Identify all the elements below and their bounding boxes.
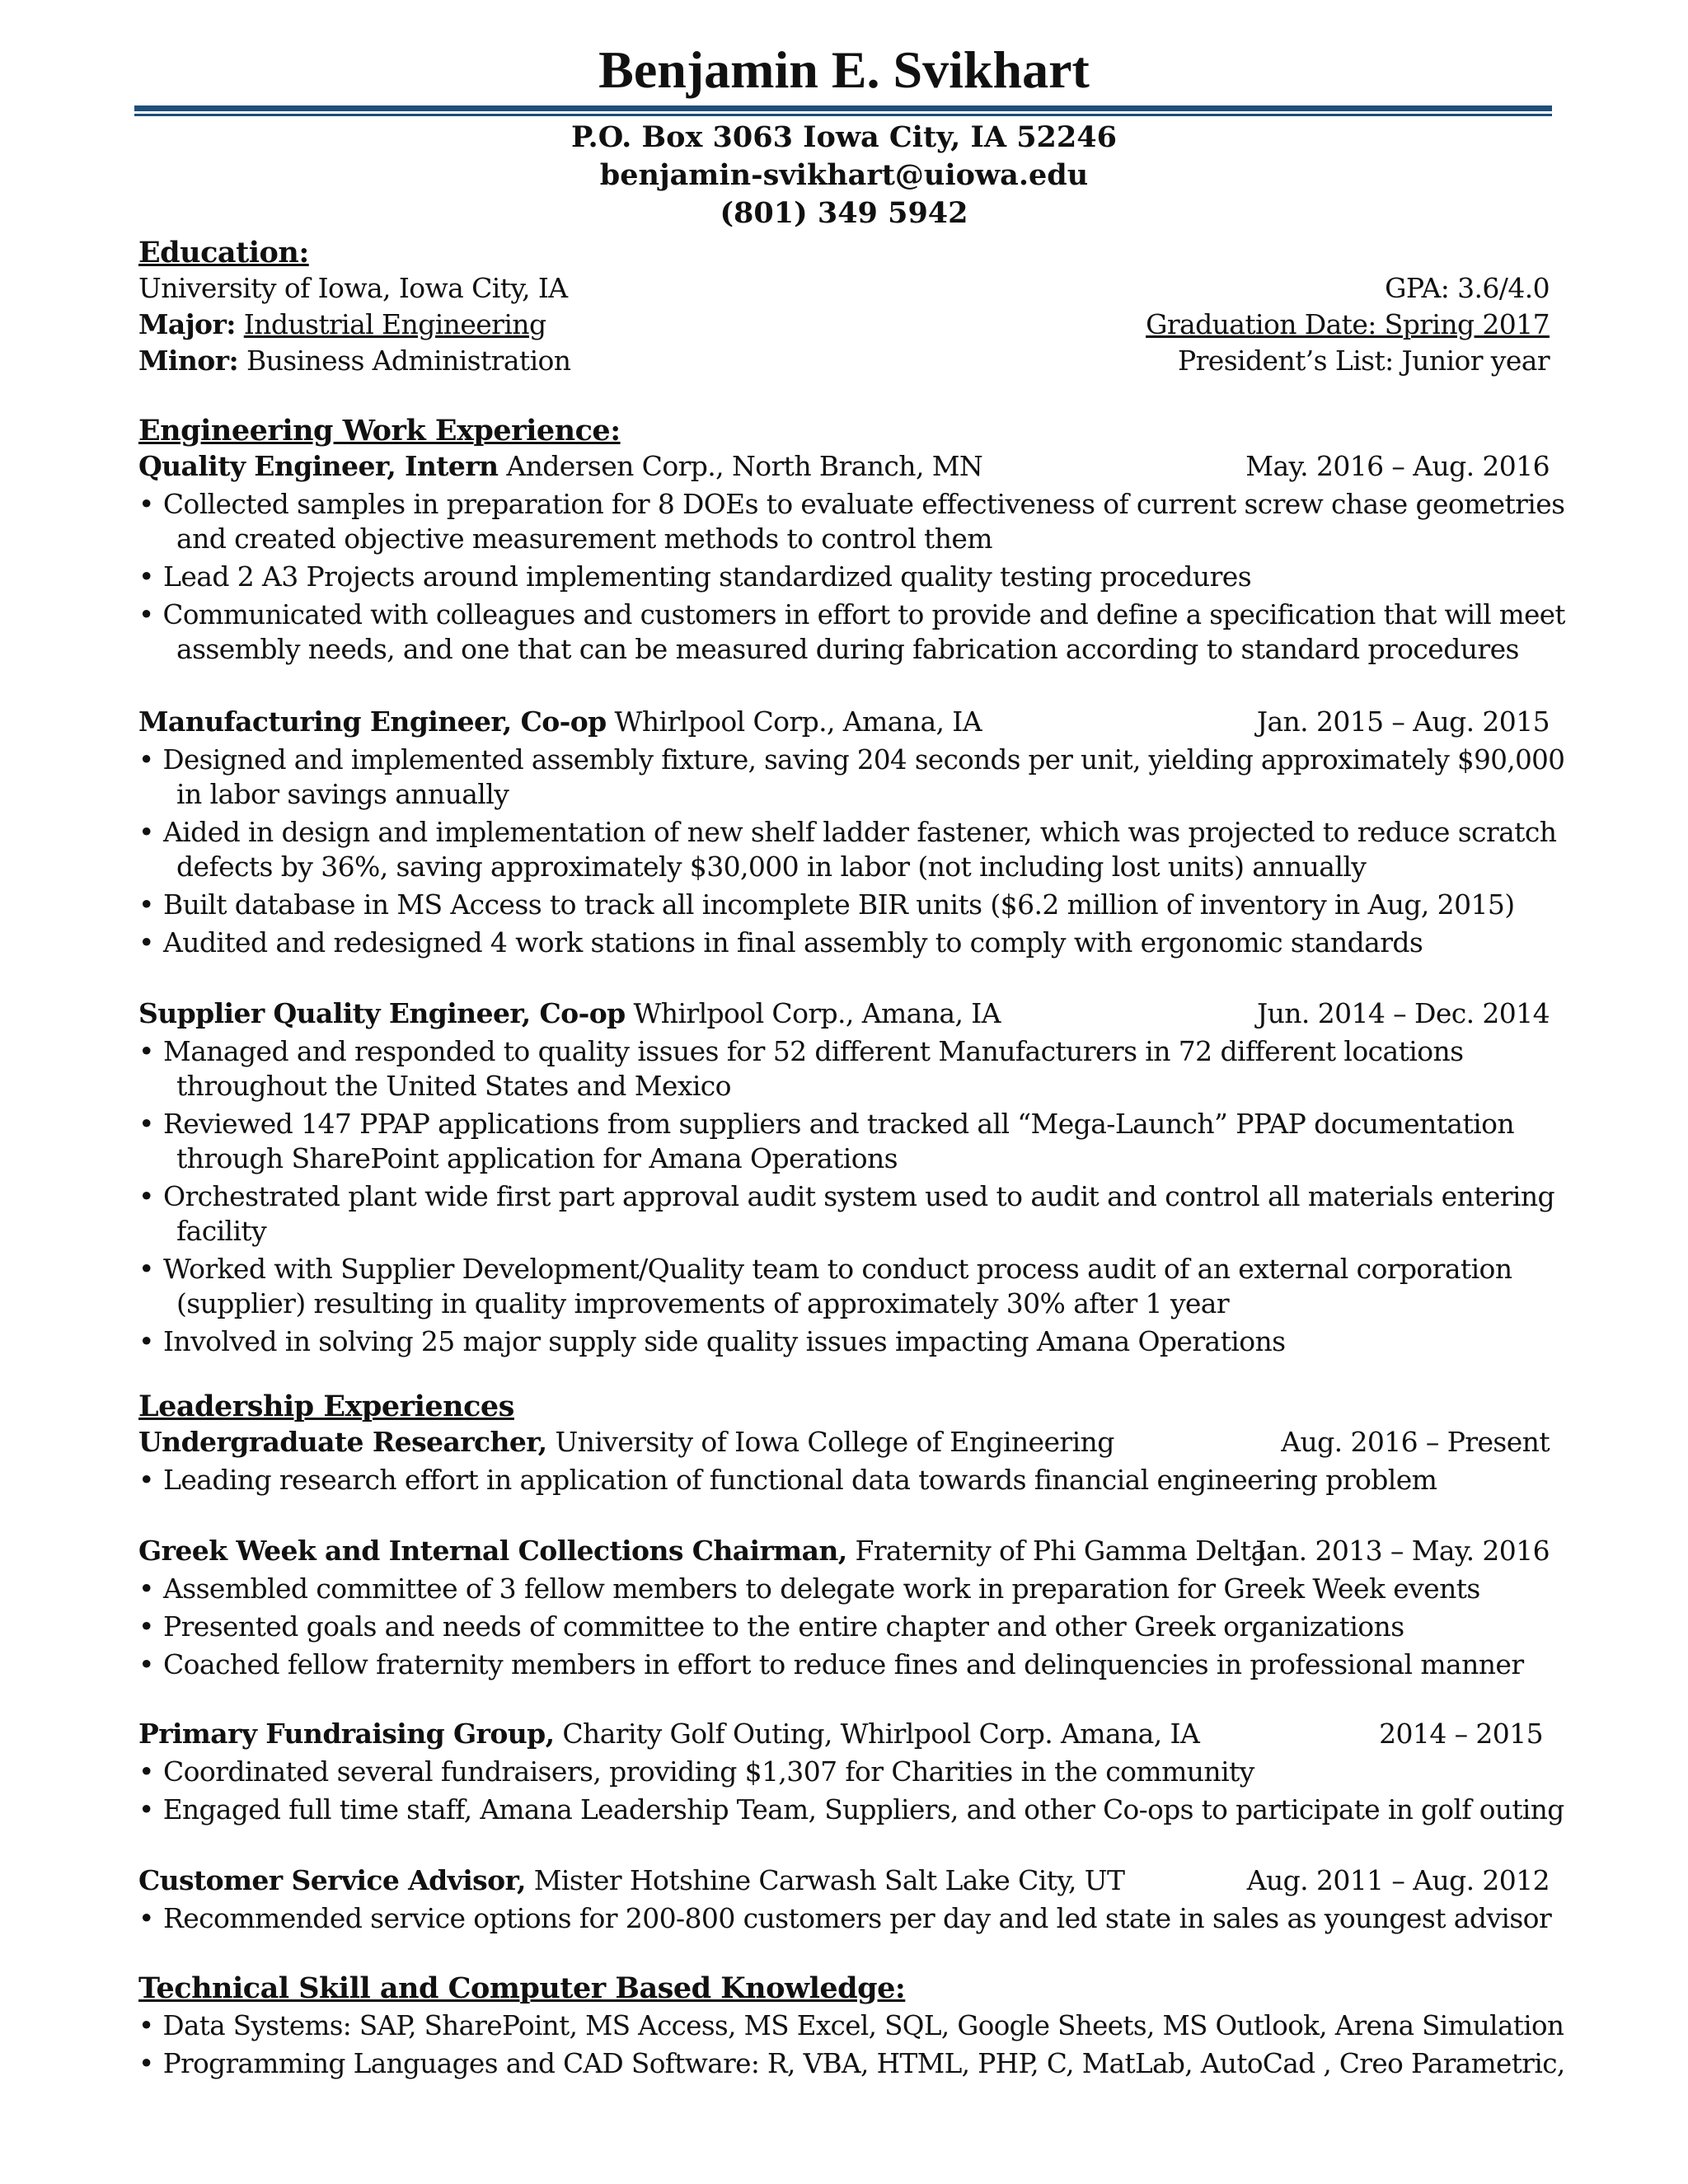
bullet-item: • Coached fellow fraternity members in effort to reduce fines and delinquencies in professional manner [138, 1648, 1524, 1680]
bullet-continuation: throughout the United States and Mexico [176, 1070, 731, 1102]
contact-address: P.O. Box 3063 Iowa City, IA 52246 [571, 120, 1117, 154]
job-title: Quality Engineer, Intern [138, 450, 499, 482]
bullet-continuation: through SharePoint application for Amana Operations [176, 1142, 898, 1174]
bullet-item: • Collected samples in preparation for 8 DOEs to evaluate effectiveness of current screw chase geometries [138, 488, 1565, 520]
education-school-row [138, 272, 1550, 308]
bullet-item: • Audited and redesigned 4 work stations in final assembly to comply with ergonomic standards [138, 926, 1423, 958]
bullet-item: • Built database in MS Access to track all incomplete BIR units ($6.2 million of inventory in Aug, 2015) [138, 888, 1515, 921]
job-title: Manufacturing Engineer, Co-op [138, 705, 607, 738]
bullet-continuation: defects by 36%, saving approximately $30,000 in labor (not including lost units) annually [176, 851, 1367, 883]
leadership-heading: Leadership Experiences [138, 1390, 514, 1423]
role-title: Undergraduate Researcher, [138, 1426, 547, 1458]
role-title: Greek Week and Internal Collections Chairman, [138, 1535, 847, 1567]
bullet-item: • Leading research effort in application of functional data towards financial engineering problem [138, 1464, 1437, 1496]
role-header [138, 1426, 1550, 1462]
role-org: University of Iowa College of Engineering [555, 1426, 1114, 1458]
bullet-item: • Communicated with colleagues and customers in effort to provide and define a specification that will meet [138, 598, 1565, 630]
graduation-date: Graduation Date: Spring 2017 [1146, 308, 1550, 340]
education-minor-row [138, 344, 1550, 381]
bullet-item: • Orchestrated plant wide first part approval audit system used to audit and control all materials entering [138, 1180, 1555, 1212]
bullet-item: • Programming Languages and CAD Software: R, VBA, HTML, PHP, C, MatLab, AutoCad , Creo Parametric, [138, 2047, 1565, 2079]
bullet-continuation: and created objective measurement methods to control them [176, 523, 992, 555]
bullet-item: • Involved in solving 25 major supply side quality issues impacting Amana Operations [138, 1325, 1286, 1357]
minor-label: Minor: [138, 344, 239, 377]
contact-email: benjamin-svikhart@uiowa.edu [599, 158, 1089, 192]
job-org: Whirlpool Corp., Amana, IA [633, 997, 1001, 1029]
bullet-continuation: assembly needs, and one that can be measured during fabrication according to standard procedures [176, 633, 1519, 665]
bullet-item: • Data Systems: SAP, SharePoint, MS Access, MS Excel, SQL, Google Sheets, MS Outlook, Arena Simulation [138, 2009, 1564, 2041]
work-heading: Engineering Work Experience: [138, 414, 621, 448]
bullet-continuation: (supplier) resulting in quality improvements of approximately 30% after 1 year [176, 1287, 1230, 1319]
bullet-item: • Managed and responded to quality issues for 52 different Manufacturers in 72 different locations [138, 1035, 1464, 1067]
job-header [138, 705, 1550, 742]
job-dates: Jan. 2015 – Aug. 2015 [1256, 705, 1550, 738]
education-school: University of Iowa, Iowa City, IA [138, 272, 568, 304]
resume-name: Benjamin E. Svikhart [598, 40, 1090, 99]
contact-phone: (801) 349 5942 [720, 196, 968, 230]
bullet-item: • Coordinated several fundraisers, providing $1,307 for Charities in the community [138, 1755, 1254, 1788]
role-dates: Jan. 2013 – May. 2016 [1255, 1535, 1550, 1567]
role-header [138, 1864, 1550, 1900]
job-org: Whirlpool Corp., Amana, IA [614, 705, 982, 738]
bullet-item: • Reviewed 147 PPAP applications from suppliers and tracked all “Mega-Launch” PPAP documentation [138, 1108, 1514, 1140]
major-value: Industrial Engineering [243, 308, 546, 340]
role-dates: Aug. 2011 – Aug. 2012 [1246, 1864, 1550, 1896]
bullet-continuation: in labor savings annually [176, 778, 509, 810]
bullet-item: • Aided in design and implementation of new shelf ladder fastener, which was projected to reduce scratch [138, 816, 1557, 848]
minor-value: Business Administration [246, 344, 571, 377]
education-heading: Education: [138, 236, 309, 269]
bullet-item: • Lead 2 A3 Projects around implementing standardized quality testing procedures [138, 560, 1252, 593]
header-rule-thin [134, 114, 1552, 116]
bullet-item: • Presented goals and needs of committee to the entire chapter and other Greek organizations [138, 1610, 1404, 1643]
role-header [138, 1718, 1550, 1754]
role-header [138, 1535, 1550, 1571]
header-rule-thick [134, 105, 1552, 111]
job-header [138, 450, 1550, 486]
role-org: Mister Hotshine Carwash Salt Lake City, UT [533, 1864, 1125, 1896]
job-dates: Jun. 2014 – Dec. 2014 [1256, 997, 1550, 1029]
role-org: Charity Golf Outing, Whirlpool Corp. Amana, IA [562, 1718, 1200, 1750]
bullet-item: • Designed and implemented assembly fixture, saving 204 seconds per unit, yielding approximately $90,000 [138, 743, 1565, 776]
job-header [138, 997, 1550, 1033]
bullet-item: • Recommended service options for 200-800 customers per day and led state in sales as youngest advisor [138, 1902, 1552, 1934]
job-org: Andersen Corp., North Branch, MN [506, 450, 983, 482]
education-gpa: GPA: 3.6/4.0 [1385, 272, 1550, 304]
role-title: Primary Fundraising Group, [138, 1718, 555, 1750]
bullet-item: • Engaged full time staff, Amana Leadership Team, Suppliers, and other Co-ops to participate in golf outing [138, 1793, 1564, 1825]
skills-heading: Technical Skill and Computer Based Knowledge: [138, 1971, 906, 2005]
role-title: Customer Service Advisor, [138, 1864, 526, 1896]
education-honors: President’s List: Junior year [1178, 344, 1550, 377]
major-label: Major: [138, 308, 236, 340]
role-dates: 2014 – 2015 [1379, 1718, 1543, 1750]
bullet-item: • Assembled committee of 3 fellow members to delegate work in preparation for Greek Week events [138, 1572, 1480, 1605]
bullet-continuation: facility [176, 1215, 267, 1247]
job-dates: May. 2016 – Aug. 2016 [1245, 450, 1550, 482]
bullet-item: • Worked with Supplier Development/Quality team to conduct process audit of an external corporation [138, 1253, 1512, 1285]
role-dates: Aug. 2016 – Present [1281, 1426, 1550, 1458]
education-major-row [138, 308, 1550, 344]
job-title: Supplier Quality Engineer, Co-op [138, 997, 626, 1029]
role-org: Fraternity of Phi Gamma Delta [855, 1535, 1267, 1567]
